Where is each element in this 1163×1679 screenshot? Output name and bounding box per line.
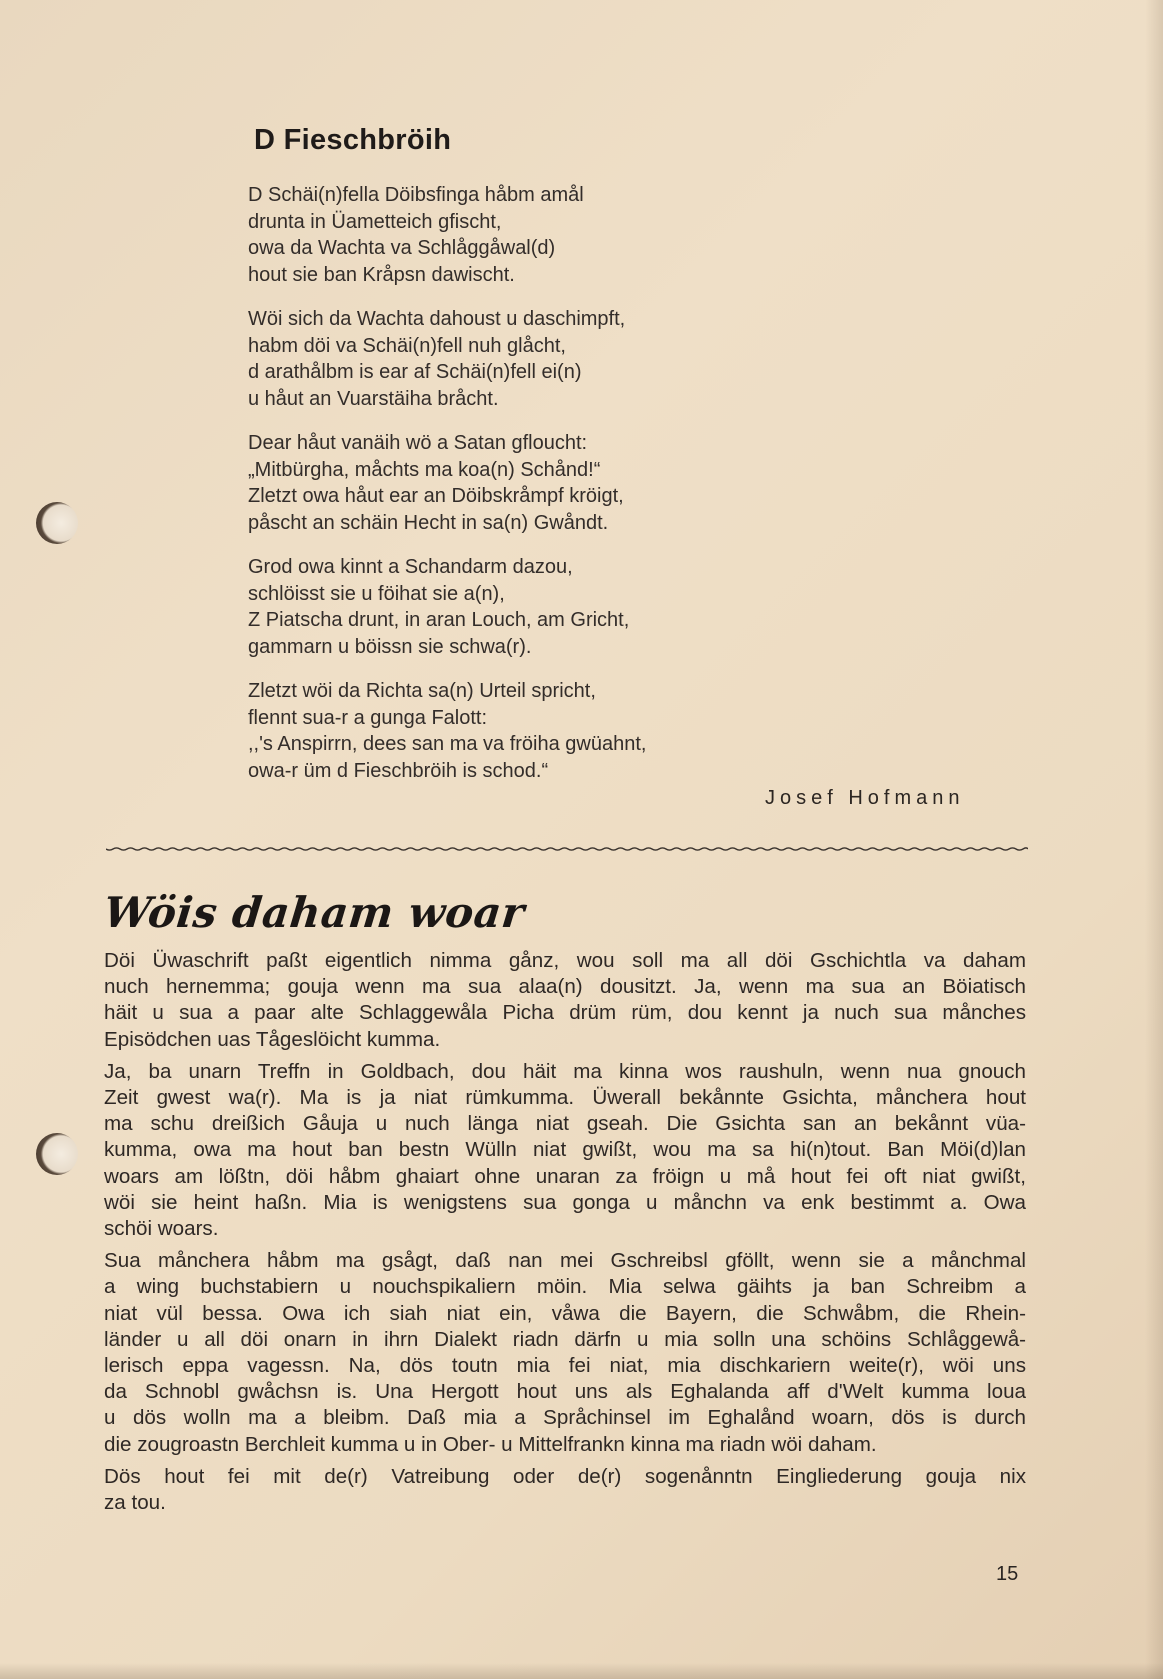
page-edge-shadow	[1145, 0, 1163, 1679]
poem-line: flennt sua-r a gunga Falott:	[248, 706, 488, 729]
poem-line: Dear håut vanäih wö a Satan gfloucht:	[248, 432, 588, 454]
poem-line: ,,'s Anspirrn, dees san ma va fröiha gwüahnt,	[248, 733, 647, 755]
article-line: u dös wolln ma a bleibm. Daß mia a Språchinsel im Eghalånd woarn, dös is durch	[104, 1406, 1026, 1430]
poem-stanza	[248, 430, 768, 536]
article-line: a wing buchstabiern u nouchspikaliern möin. Mia selwa gäihts ja ban Schreibm a	[104, 1275, 1026, 1299]
article-line: länder u all döi onarn in ihrn Dialekt riadn därfn u mia solln una schöins Schlåggewå-	[104, 1327, 1026, 1351]
poem-line: owa da Wachta va Schlåggåwal(d)	[248, 237, 556, 259]
article-line: Ja, ba unarn Treffn in Goldbach, dou häit ma kinna wos raushuln, wenn nua gnouch	[104, 1059, 1026, 1083]
poem-line: D Schäi(n)fella Döibsfinga håbm amål	[248, 184, 584, 206]
poem-line: u håut an Vuarstäiha bråcht.	[248, 387, 499, 410]
poem-stanza	[248, 678, 768, 784]
article-line: Zeit gwest wa(r). Ma is ja niat rümkumma. Üwerall bekånnte Gsichta, månchera hout	[104, 1086, 1026, 1110]
article-line: Döi Üwaschrift paßt eigentlich nimma gånz, wou soll ma all döi Gschichtla va daham	[104, 949, 1026, 972]
poem-line: Z Piatscha drunt, in aran Louch, am Gricht,	[248, 609, 630, 631]
article-line: lerisch eppa vagessn. Na, dös toutn mia fei niat, mia dischkariern weite(r), wöi uns	[104, 1354, 1026, 1378]
poem-line: Wöi sich da Wachta dahoust u daschimpft,	[248, 308, 626, 330]
poem-line: Grod owa kinnt a Schandarm dazou,	[248, 556, 573, 578]
poem-line: påscht an schäin Hecht in sa(n) Gwåndt.	[248, 511, 609, 534]
article-line: Dös hout fei mit de(r) Vatreibung oder de(r) sogenånntn Eingliederung gouja nix	[104, 1464, 1026, 1488]
poem-line: gammarn u böissn sie schwa(r).	[248, 635, 532, 658]
poem-stanza	[248, 182, 768, 288]
poem-stanza	[248, 306, 768, 412]
article-line: ma schu dreißich Gåuja u nuch länga niat gseah. Die Gsichta san an bekånnt vüa-	[104, 1112, 1026, 1136]
article-line: Sua månchera håbm ma gsågt, daß nan mei Gschreibsl gföllt, wenn sie a månchmal	[104, 1249, 1026, 1273]
article-line: die zougroastn Berchleit kumma u in Ober- u Mittelfrankn kinna ma riadn wöi daham.	[104, 1432, 877, 1456]
article-paragraph	[104, 1248, 1026, 1458]
poem-body	[248, 182, 768, 802]
article-line: da Schnobl gwåchsn is. Una Hergott hout uns als Eghalanda aff d'Welt kumma loua	[104, 1380, 1026, 1404]
article-paragraph	[104, 948, 1026, 1053]
article-paragraph	[104, 1464, 1026, 1516]
article-line: woars am lößtn, döi håbm ghaiart ohne unaran za fröign u må hout fei oft niat gwißt,	[104, 1164, 1026, 1188]
poem-stanza	[248, 554, 768, 660]
poem-line: Zletzt wöi da Richta sa(n) Urteil spricht,	[248, 680, 596, 702]
punch-hole-icon	[36, 502, 78, 544]
punch-hole-icon	[36, 1133, 78, 1175]
poem-line: owa-r üm d Fieschbröih is schod.“	[248, 759, 549, 782]
article-body	[104, 948, 1026, 1522]
poem-line: drunta in Üametteich gfischt,	[248, 210, 502, 233]
poem-line: schlöisst sie u föihat sie a(n),	[248, 582, 505, 605]
article-line: niat vül bessa. Owa ich siah niat ein, våwa die Bayern, die Schwåbm, die Rhein-	[104, 1301, 1026, 1325]
article-line: wöi sie heint haßn. Mia is wenigstens sua gonga u månchn va enk bestimmt a. Owa	[104, 1190, 1026, 1214]
article-line: häit u sua a paar alte Schlaggewåla Picha drüm rüm, dou kennt ja nuch sua månches	[104, 1001, 1026, 1025]
wavy-divider	[106, 842, 1028, 856]
poem-author: Josef Hofmann	[765, 787, 965, 809]
poem-line: habm döi va Schäi(n)fell nuh glåcht,	[248, 334, 566, 357]
article-paragraph	[104, 1059, 1026, 1242]
page-number: 15	[996, 1563, 1019, 1585]
article-line: schöi woars.	[104, 1217, 219, 1241]
article-title: Wöis daham woar	[101, 888, 527, 937]
article-line: kumma, owa ma hout ban bestn Wülln niat gwißt, wou ma sa hi(n)tout. Ban Möi(d)lan	[104, 1138, 1026, 1162]
article-line: nuch hernemma; gouja wenn ma sua alaa(n) dousitzt. Ja, wenn ma sua an Böiatisch	[104, 975, 1026, 999]
poem-line: Zletzt owa håut ear an Döibskråmpf kröigt,	[248, 485, 624, 507]
page-bottom-shadow	[0, 1663, 1163, 1679]
article-line: za tou.	[104, 1491, 166, 1515]
poem-line: d arathålbm is ear af Schäi(n)fell ei(n)	[248, 361, 582, 383]
poem-title: D Fieschbröih	[254, 124, 452, 156]
poem-line: „Mitbürgha, måchts ma koa(n) Schånd!“	[248, 458, 601, 481]
poem-line: hout sie ban Kråpsn dawischt.	[248, 263, 515, 286]
article-line: Episödchen uas Tågeslöicht kumma.	[104, 1027, 441, 1051]
